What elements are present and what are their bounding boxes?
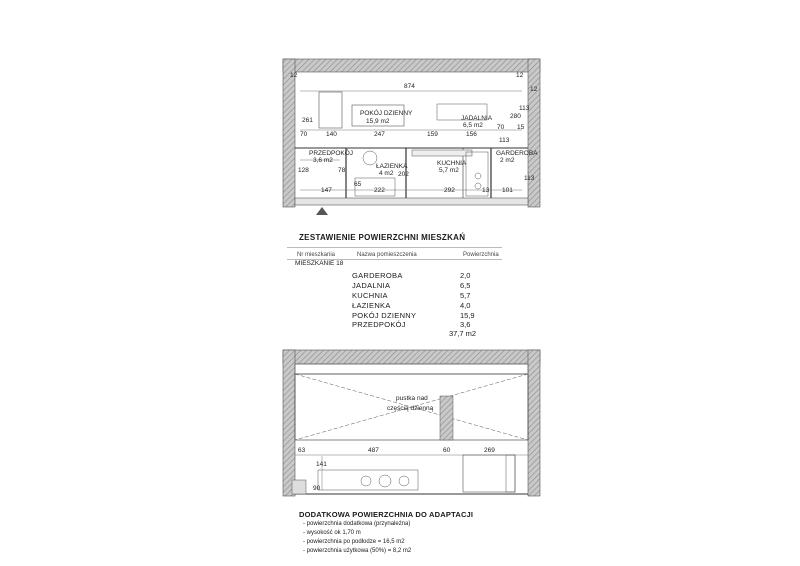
row-name: KUCHNIA	[352, 291, 388, 300]
room-lazienka-area: 4 m2	[379, 170, 394, 177]
row-name: PRZEDPOKÓJ	[352, 320, 406, 329]
dim-113-b: 113	[499, 137, 510, 144]
lower-dim-63: 63	[298, 447, 306, 454]
row-area: 3,6	[460, 320, 471, 329]
room-jadalnia-name: JADALNIA	[461, 115, 493, 122]
dim-corner-top-right: 12	[530, 86, 538, 93]
dim-247: 247	[374, 131, 385, 138]
lower-note-line1: pustka nad	[396, 395, 428, 402]
row-area: 15,9	[460, 311, 475, 320]
dim-159: 159	[427, 131, 438, 138]
dim-113-c: 113	[524, 175, 535, 182]
room-lazienka-name: ŁAZIENKA	[376, 163, 408, 170]
row-name: POKÓJ DZIENNY	[352, 311, 417, 320]
unit-label: MIESZKANIE 18	[295, 260, 344, 267]
lower-dim-487: 487	[368, 447, 379, 454]
dim-top-width: 874	[404, 83, 415, 90]
col-header-name: Nazwa pomieszczenia	[357, 252, 417, 258]
dim-70-a: 70	[300, 131, 308, 138]
upper-walls	[283, 59, 540, 207]
dim-222: 222	[374, 187, 385, 194]
lower-note-line2: częścią dzienną	[387, 405, 434, 412]
room-pokoj-area: 15,9 m2	[366, 118, 390, 125]
summary-total: 37,7 m2	[449, 329, 477, 338]
extra-list	[303, 520, 411, 556]
col-header-nr: Nr mieszkania	[297, 252, 336, 258]
dim-70-b: 70	[497, 124, 505, 131]
dim-101: 101	[502, 187, 513, 194]
room-kuchnia-area: 5,7 m2	[439, 167, 459, 174]
dim-280: 280	[510, 113, 521, 120]
lower-dim-60: 60	[443, 447, 451, 454]
row-area: 6,5	[460, 281, 471, 290]
room-przedpokoj-area: 3,6 m2	[313, 157, 333, 164]
room-kuchnia-name: KUCHNIA	[437, 160, 467, 167]
row-area: 4,0	[460, 301, 471, 310]
dim-147: 147	[321, 187, 332, 194]
dim-right-top: 12	[516, 72, 524, 79]
extra-item: - powierzchnia użytkowa (50%) = 8,2 m2	[303, 548, 412, 554]
dim-128: 128	[298, 167, 309, 174]
row-area: 5,7	[460, 291, 471, 300]
row-name: JADALNIA	[352, 281, 391, 290]
summary-title: ZESTAWIENIE POWIERZCHNI MIESZKAŃ	[299, 233, 466, 242]
lower-dim-90: 90	[313, 485, 321, 492]
dim-13: 13	[482, 187, 490, 194]
room-garderoba-area: 2 m2	[500, 157, 515, 164]
room-przedpokoj-name: PRZEDPOKÓJ	[309, 150, 354, 157]
entrance-arrow-icon	[316, 207, 328, 215]
dim-140: 140	[326, 131, 337, 138]
extra-item: - wysokość ok 1,70 m	[303, 530, 361, 536]
extra-title: DODATKOWA POWIERZCHNIA DO ADAPTACJI	[299, 510, 474, 519]
room-pokoj-name: POKÓJ DZIENNY	[360, 110, 413, 117]
dim-156: 156	[466, 131, 477, 138]
lower-dim-269: 269	[484, 447, 495, 454]
dim-261: 261	[302, 117, 313, 124]
lower-walls	[283, 350, 540, 496]
lower-dim-141: 141	[316, 461, 327, 468]
row-area: 2,0	[460, 271, 471, 280]
room-garderoba-name: GARDEROBA	[496, 150, 538, 157]
extra-item: - powierzchnia dodatkowa (przynależna)	[303, 521, 411, 527]
dim-113-a: 113	[519, 105, 530, 112]
room-jadalnia-area: 6,5 m2	[463, 122, 483, 129]
dim-292: 292	[444, 187, 455, 194]
row-name: GARDEROBA	[352, 271, 403, 280]
dim-78: 78	[338, 167, 346, 174]
col-header-area: Powierzchnia	[463, 252, 499, 258]
dim-left-top: 12	[290, 72, 298, 79]
dim-15: 15	[517, 124, 525, 131]
dim-65: 65	[354, 181, 362, 188]
dim-202: 202	[398, 171, 409, 178]
summary-divider-top	[287, 247, 502, 248]
extra-item: - powierzchnia po podłodze = 16,5 m2	[303, 539, 405, 545]
row-name: ŁAZIENKA	[352, 301, 391, 310]
